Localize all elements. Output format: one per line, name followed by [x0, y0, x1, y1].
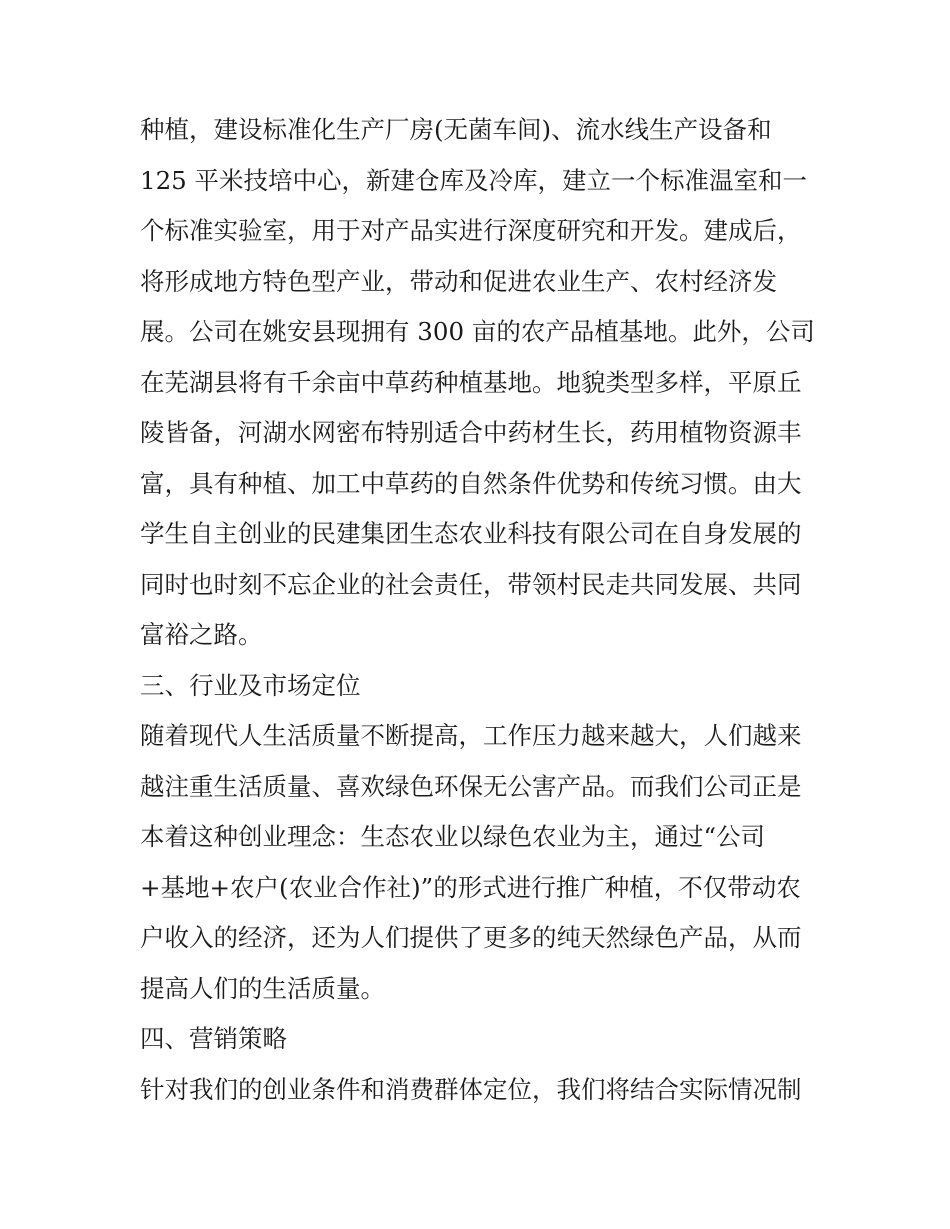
paragraph-line: 越注重生活质量、喜欢绿色环保无公害产品。而我们公司正是 [140, 771, 802, 801]
section-heading: 四、营销策略 [140, 1024, 287, 1053]
paragraph-line: 同时也时刻不忘企业的社会责任，带领村民走共同发展、共同 [140, 569, 802, 599]
paragraph-line: 随着现代人生活质量不断提高，工作压力越来越大，人们越来 [140, 721, 802, 750]
paragraph-line: 将形成地方特色型产业，带动和促进农业生产、农村经济发 [140, 266, 777, 296]
section-heading: 三、行业及市场定位 [140, 670, 361, 700]
paragraph-line: 125 平米技培中心，新建仓库及冷库，建立一个标准温室和一 [140, 165, 808, 195]
paragraph-line: 户收入的经济，还为人们提供了更多的纯天然绿色产品，从而 [140, 923, 802, 952]
paragraph-line: 个标准实验室，用于对产品实进行深度研究和开发。建成后， [140, 216, 802, 245]
document-body [140, 105, 820, 1115]
paragraph-line: 富裕之路。 [140, 620, 263, 649]
paragraph-line: 陵皆备，河湖水网密布特别适合中药材生长，药用植物资源丰 [140, 418, 802, 447]
paragraph-line: 针对我们的创业条件和消费群体定位，我们将结合实际情况制 [140, 1074, 802, 1104]
paragraph-line: 种植，建设标准化生产厂房(无菌车间)、流水线生产设备和 [140, 115, 772, 144]
paragraph-line: 学生自主创业的民建集团生态农业科技有限公司在自身发展的 [140, 519, 802, 548]
paragraph-line: 提高人们的生活质量。 [140, 973, 385, 1003]
paragraph-line: 展。公司在姚安县现拥有 300 亩的农产品植基地。此外，公司 [140, 317, 815, 346]
paragraph-line: 本着这种创业理念：生态农业以绿色农业为主，通过“公司 [140, 822, 766, 851]
paragraph-line: 富，具有种植、加工中草药的自然条件优势和传统习惯。由大 [140, 468, 802, 498]
paragraph-line: +基地+农户(农业合作社)”的形式进行推广种植，不仅带动农 [140, 872, 801, 902]
paragraph-line: 在芜湖县将有千余亩中草药种植基地。地貌类型多样，平原丘 [140, 367, 802, 397]
